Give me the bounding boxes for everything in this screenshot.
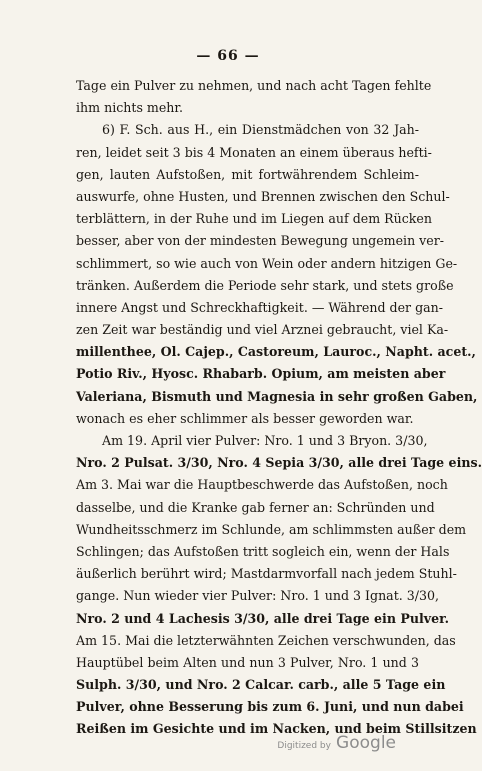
text-line: Pulver, ohne Besserung bis zum 6. Juni, und nun dabei [76,699,464,715]
text-line: terblättern, in der Ruhe und im Liegen auf dem Rücken [76,211,433,227]
text-line: Potio Riv., Hyosc. Rhabarb. Opium, am meisten aber [76,366,446,382]
text-line: Valeriana, Bismuth und Magnesia in sehr großen Gaben, [76,388,478,404]
body-text [76,75,482,741]
text-line: Am 15. Mai die letzterwähnten Zeichen verschwunden, das [76,632,456,648]
text-line: schlimmert, so wie auch von Wein oder andern hitzigen Ge- [76,255,458,271]
watermark-brand: Google [336,733,396,753]
text-line: ihm nichts mehr. [76,100,184,116]
text-line: besser, aber von der mindesten Bewegung ungemein ver- [76,233,445,249]
text-line: tränken. Außerdem die Periode sehr stark, und stets große [76,277,454,293]
text-line: innere Angst und Schreckhaftigkeit. — Während der gan- [76,299,444,315]
digitized-watermark [277,733,396,753]
text-line: Reißen im Gesichte und im Nacken, und beim Stillsitzen [76,721,477,737]
text-line: dasselbe, und die Kranke gab ferner an: Schründen und [76,499,435,515]
text-line: wonach es eher schlimmer als besser geworden war. [76,410,414,426]
text-line: auswurfe, ohne Husten, und Brennen zwischen den Schul- [76,188,450,204]
page-number: — 66 — [196,48,260,64]
text-line: Hauptübel beim Alten und nun 3 Pulver, Nro. 1 und 3 [76,654,419,670]
text-line: zen Zeit war beständig und viel Arznei gebraucht, viel Ka- [76,322,449,338]
text-line: gen, lauten Aufstoßen, mit fortwährendem Schleim- [76,166,419,182]
watermark-prefix: Digitized by [277,741,331,751]
text-line: Schlingen; das Aufstoßen tritt sogleich ein, wenn der Hals [76,543,450,559]
text-line: ren, leidet seit 3 bis 4 Monaten an einem überaus hefti- [76,144,432,160]
text-line: 6) F. Sch. aus H., ein Dienstmädchen von 32 Jah- [102,122,419,138]
text-line: Am 19. April vier Pulver: Nro. 1 und 3 Bryon. 3/30, [102,433,428,448]
text-line: Nro. 2 Pulsat. 3/30, Nro. 4 Sepia 3/30, alle drei Tage eins. [76,455,482,471]
text-line: äußerlich berührt wird; Mastdarmvorfall nach jedem Stuhl- [76,566,457,582]
text-line: millenthee, Ol. Cajep., Castoreum, Lauroc., Napht. acet., [76,344,476,360]
text-line: Wundheitsschmerz im Schlunde, am schlimmsten außer dem [76,521,467,537]
text-line: Sulph. 3/30, und Nro. 2 Calcar. carb., alle 5 Tage ein [76,677,446,693]
text-line: Tage ein Pulver zu nehmen, und nach acht Tagen fehlte [76,78,432,93]
text-line: Nro. 2 und 4 Lachesis 3/30, alle drei Tage ein Pulver. [76,610,449,626]
text-line: gange. Nun wieder vier Pulver: Nro. 1 und 3 Ignat. 3/30, [76,588,440,604]
text-line: Am 3. Mai war die Hauptbeschwerde das Aufstoßen, noch [76,477,448,493]
